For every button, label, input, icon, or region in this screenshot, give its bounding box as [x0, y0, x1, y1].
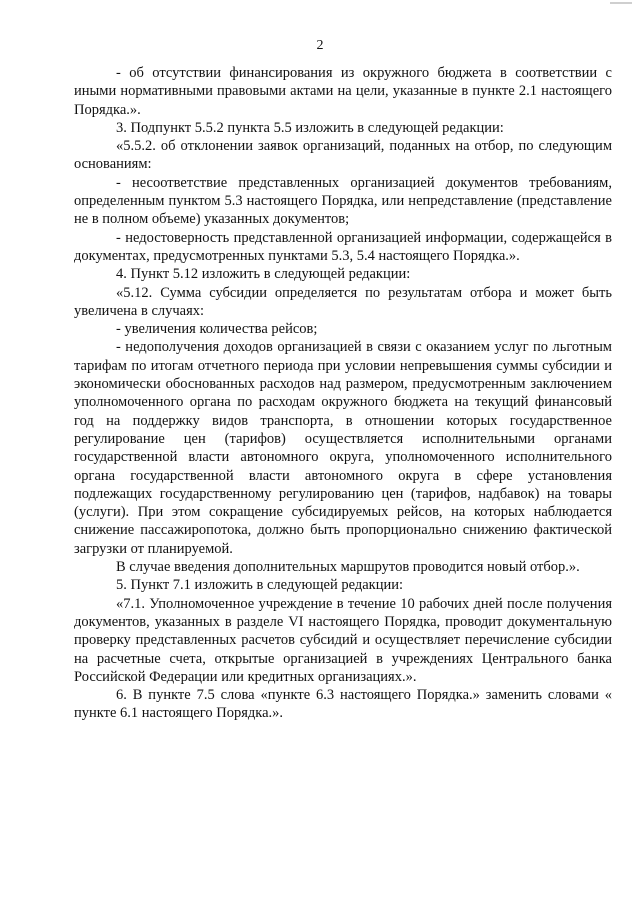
paragraph: 6. В пункте 7.5 слова «пункте 6.3 настоящего Порядка.» заменить словами « пункте 6.1 настоящего Порядка.».: [74, 687, 612, 722]
page-number: 2: [316, 38, 324, 53]
paragraph: В случае введения дополнительных маршрутов проводится новый отбор.».: [116, 559, 580, 576]
paragraph: 3. Подпункт 5.5.2 пункта 5.5 изложить в следующей редакции:: [116, 119, 504, 136]
paragraph: - об отсутствии финансирования из окружного бюджета в соответствии с иными нормативными правовыми актами на цели, указанные в пункте 2.1 настоящего Порядка.».: [74, 65, 612, 118]
paragraph: «5.12. Сумма субсидии определяется по результатам отбора и может быть увеличена в случаях:: [74, 284, 612, 319]
paragraph: «5.5.2. об отклонении заявок организаций, поданных на отбор, по следующим основаниям:: [74, 138, 612, 173]
paragraph: - увеличения количества рейсов;: [116, 321, 318, 338]
scan-mark: [610, 2, 632, 4]
paragraph: - недополучения доходов организацией в связи с оказанием услуг по льготным тарифам по итогам отчетного периода при условии непревышения суммы субсидии и экономически обоснованных расходов над размером, предусмотренным заключением уполномоченного органа по расходам окружного бюджета на текущий финансовый год на поддержку видов транспорта, в отношении которых государственное регулирование цен (тарифов) осуществляется исполнительными органами государственной власти автономного округа, уполномоченного исполнительного органа государственной власти автономного округа в сфере установления подлежащих государственному регулированию цен (тарифов, надбавок) на товары (услуги). При этом сокращение субсидируемых рейсов, на которых наблюдается снижение пассажиропотока, должно быть пропорционально снижению фактической загрузки от планируемой.: [74, 339, 612, 557]
paragraph: «7.1. Уполномоченное учреждение в течение 10 рабочих дней после получения документов, указанных в разделе VI настоящего Порядка, проводит документальную проверку представленных расчетов субсидий и осуществляет перечисление субсидии на расчетные счета, открытые организацией в учреждениях Центрального банка Российской Федерации или кредитных организациях.».: [74, 595, 612, 685]
paragraph: - недостоверность представленной организацией информации, содержащейся в документах, предусмотренных пунктами 5.3, 5.4 настоящего Порядка.».: [74, 229, 612, 264]
document-body: [74, 64, 612, 723]
paragraph: - несоответствие представленных организацией документов требованиям, определенным пунктом 5.3 настоящего Порядка, или непредставление (представление не в полном объеме) указанных документов;: [74, 174, 612, 228]
paragraph: 5. Пункт 7.1 изложить в следующей редакции:: [116, 577, 404, 594]
paragraph: 4. Пункт 5.12 изложить в следующей редакции:: [116, 266, 411, 283]
